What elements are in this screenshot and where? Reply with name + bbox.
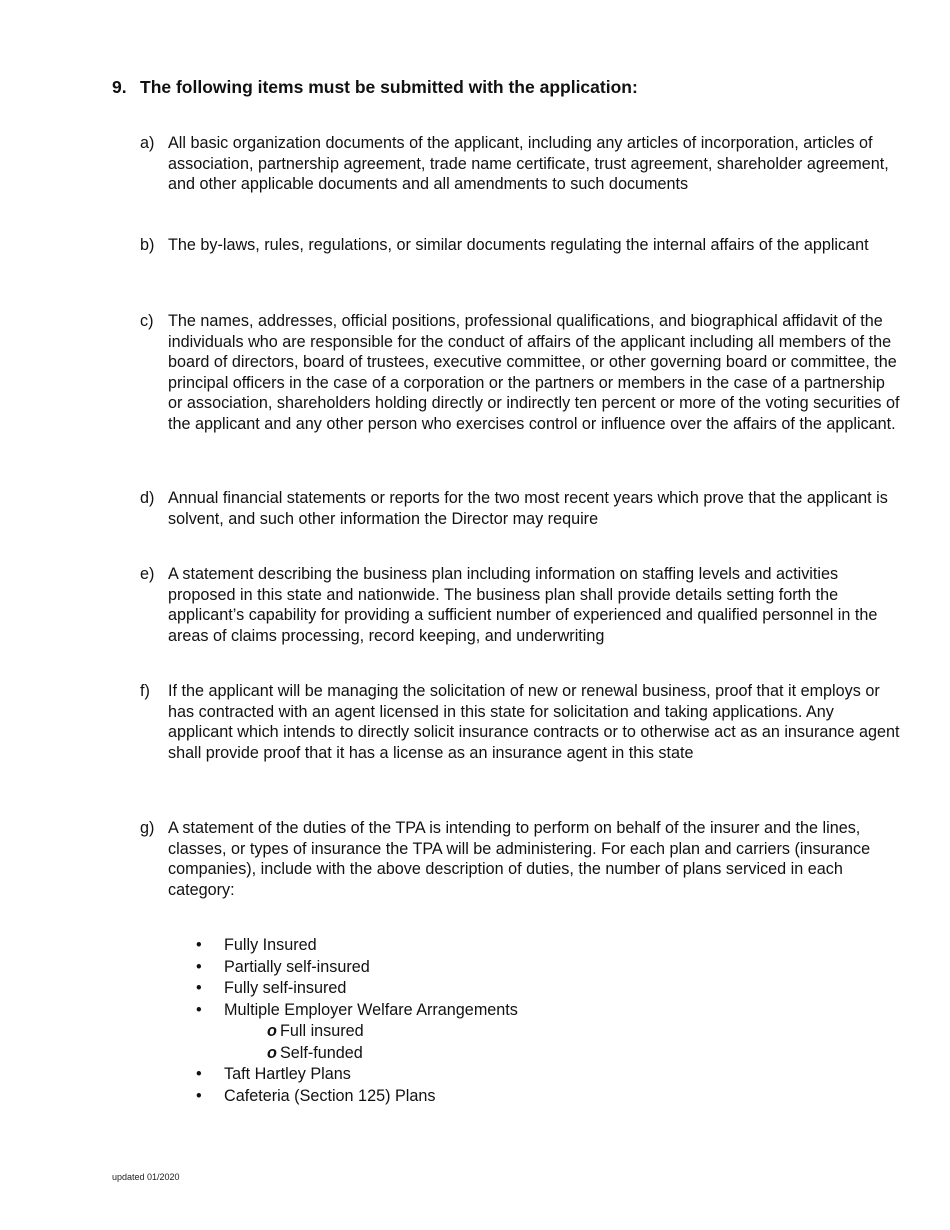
item-text: Annual financial statements or reports for the two most recent years which prove that the applicant is solvent, and such other information the Director may require [168,489,888,528]
item-letter: f) [140,682,150,700]
category-fully-insured [196,935,518,957]
subcategory-label: Full insured [280,1022,364,1040]
subcategory-self-funded [267,1043,518,1065]
item-letter: a) [140,134,155,152]
bullet-icon: • [196,1086,202,1105]
category-cafeteria [196,1086,518,1108]
bullet-icon: • [196,936,202,954]
section-heading [112,76,638,98]
category-label: Multiple Employer Welfare Arrangements [224,1000,518,1019]
item-letter: c) [140,312,154,330]
item-text: All basic organization documents of the applicant, including any articles of incorporation, articles of association, partnership agreement, trade name certificate, trust agreement, shareholder agreement, and other applicable documents and all amendments to such documents [168,134,889,193]
category-label: Fully self-insured [224,979,347,997]
item-text: The names, addresses, official positions, professional qualifications, and biographical affidavit of the individuals who are responsible for the conduct of affairs of the applicant including all members of the board of directors, board of trustees, executive committee, or other governing board or committee, the principal officers in the case of a corporation or the partners or members in the case of a partnership or association, shareholders holding directly or indirectly ten percent or more of the voting securities of the applicant and any other person who exercises control or influence over the affairs of the applicant. [168,312,900,433]
mewa-sublist [224,1021,518,1064]
category-label: Fully Insured [224,936,317,954]
item-text: A statement of the duties of the TPA is intending to perform on behalf of the insurer and the lines, classes, or types of insurance the TPA will be administering. For each plan and carriers (insurance companies), include with the above description of duties, the number of plans serviced in each category: [168,819,871,899]
list-item-f [140,681,900,763]
list-item-g [140,818,900,900]
sub-bullet-icon: o [267,1043,277,1062]
item-text: If the applicant will be managing the solicitation of new or renewal business, proof that it employs or has contracted with an agent licensed in this state for solicitation and taking applications. Any applicant which intends to directly solicit insurance contracts or to otherwise act as an insurance agent shall provide proof that it has a license as an insurance agent in this state [168,682,900,762]
bullet-icon: • [196,979,202,997]
subcategory-label: Self-funded [280,1043,363,1062]
bullet-icon: • [196,1065,202,1083]
item-letter: b) [140,236,155,254]
bullet-icon: • [196,957,202,976]
sub-bullet-icon: o [267,1022,277,1040]
category-label: Taft Hartley Plans [224,1065,351,1083]
category-partially-self-insured [196,957,518,979]
footer-updated-date: updated 01/2020 [112,1172,180,1182]
list-item-e [140,564,900,646]
category-label: Partially self-insured [224,957,370,976]
item-letter: d) [140,489,155,507]
list-item-d [140,488,900,529]
category-fully-self-insured [196,978,518,1000]
item-text: A statement describing the business plan including information on staffing levels and activities proposed in this state and nationwide. The business plan shall provide details setting forth the applicant’s capability for providing a sufficient number of experienced and qualified personnel in the areas of claims processing, record keeping, and underwriting [168,565,878,645]
item-text: The by-laws, rules, regulations, or similar documents regulating the internal affairs of the applicant [168,236,869,254]
category-taft-hartley [196,1064,518,1086]
category-mewa [196,1000,518,1065]
subcategory-full-insured [267,1021,518,1043]
section-number: 9. [112,77,127,97]
item-letter: e) [140,565,155,583]
item-letter: g) [140,819,155,837]
category-label: Cafeteria (Section 125) Plans [224,1086,436,1105]
section-title: The following items must be submitted with the application: [140,77,638,97]
list-item-b [140,235,900,256]
list-item-a [140,133,900,195]
list-item-c [140,311,900,434]
plan-category-list [196,935,518,1107]
bullet-icon: • [196,1000,202,1019]
